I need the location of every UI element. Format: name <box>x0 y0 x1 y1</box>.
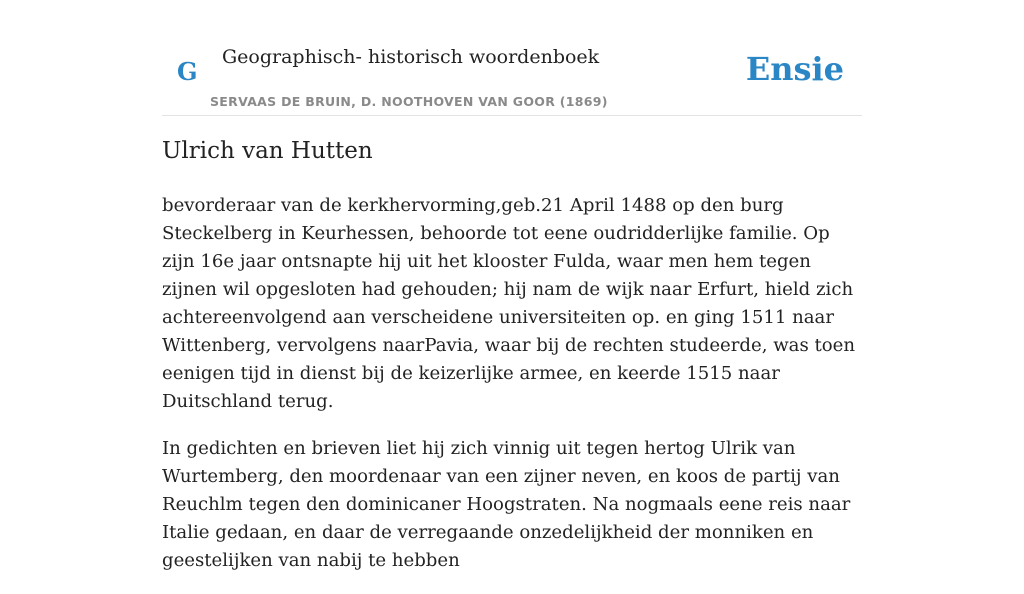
book-title-link[interactable]: Geographisch- historisch woordenboek <box>222 46 600 68</box>
entry-paragraph: bevorderaar van de kerkhervorming,geb.21 April 1488 op den burg Steckelberg in Keurhessen, behoorde tot eene oudridderlijke familie. Op zijn 16e jaar ontsnapte hij uit het klooster Fulda, waar men hem tegen zijnen wil opgesloten had gehouden; hij nam de wijk naar Erfurt, hield zich achtereenvolgend aan verscheidene universiteiten op. en ging 1511 naar Wittenberg, vervolgens naarPavia, waar bij de rechten studeerde, was toen eenigen tijd in dienst bij de keizerlijke armee, en keerde 1515 naar Duitschland terug. <box>162 195 856 412</box>
entry-headword: Ulrich van Hutten <box>162 138 373 164</box>
entry-article <box>162 192 862 594</box>
book-header <box>162 30 862 116</box>
book-letter-icon: G <box>177 57 198 86</box>
entry-paragraph: In gedichten en brieven liet hij zich vinnig uit tegen hertog Ulrik van Wurtemberg, den moordenaar van een zijner neven, en koos de partij van Reuchlm tegen den dominicaner Hoogstraten. Na nogmaals eene reis naar Italie gedaan, en daar de verregaande onzedelijkheid der monniken en geestelijken van nabij te hebben <box>162 438 851 571</box>
book-author: SERVAAS DE BRUIN, D. NOOTHOVEN VAN GOOR (1869) <box>210 94 608 109</box>
ensie-logo-link[interactable]: Ensie <box>745 50 844 88</box>
